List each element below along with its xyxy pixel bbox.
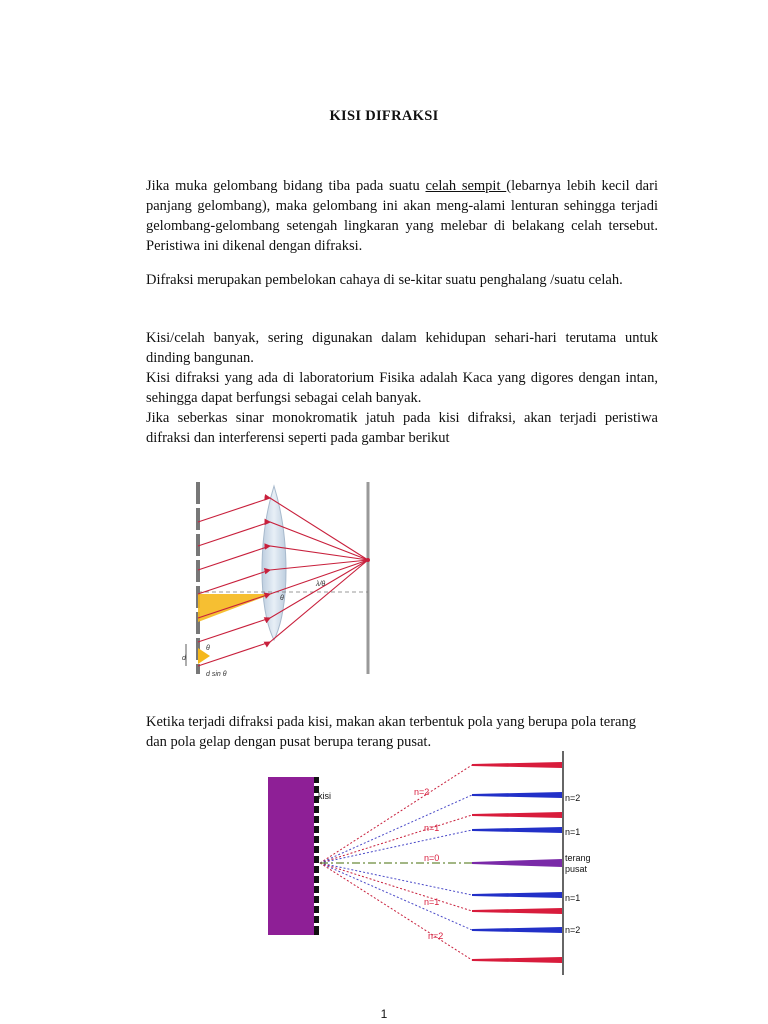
right-label-bottom2: n=2 <box>565 925 581 935</box>
right-label-top1: n=1 <box>565 827 581 837</box>
fringe-blue-top1 <box>472 827 562 833</box>
paragraph-grating-line3: Jika seberkas sinar monokromatik jatuh pada kisi difraksi, akan terjadi peristiwa difraksi dan interferensi seperti pada gambar berikut <box>146 410 658 446</box>
fringe-blue-bottom2 <box>472 927 562 933</box>
left-label-top2: n=2 <box>414 787 430 797</box>
page-number: 1 <box>380 1007 388 1021</box>
right-label-center-line1: terang <box>565 853 591 863</box>
fringe-red-top2 <box>472 762 562 768</box>
right-label-bottom1: n=1 <box>565 893 581 903</box>
fringes <box>472 762 562 963</box>
paragraph-pattern: Ketika terjadi difraksi pada kisi, makan akan terbentuk pola yang berupa pola terang dan pola gelap dengan pusat berupa terang pusat. <box>146 714 636 750</box>
paragraph-grating-line1: Kisi/celah banyak, sering digunakan dalam kehidupan sehari-hari terutama untuk dinding bangunan. <box>146 330 658 366</box>
grating-block <box>268 777 314 935</box>
paragraph-text: (lebarnya lebih kecil dari panjang gelombang), maka gelombang ini akan meng-alami lenturan sehingga terjadi gelombang-gelombang setengah lingkaran yang melebar di belakang celah tersebut. Peristiwa ini dikenal dengan difraksi. <box>146 178 658 254</box>
lens <box>262 486 286 640</box>
fringe-red-bottom1 <box>472 908 562 914</box>
left-label-top1: n=1 <box>424 823 440 833</box>
interference-pattern-diagram <box>262 745 624 977</box>
right-label-center-line2: pusat <box>565 864 588 874</box>
fringe-center <box>472 859 562 867</box>
right-label-top2: n=2 <box>565 793 581 803</box>
fringe-red-top1 <box>472 812 562 818</box>
small-theta-label: θ <box>206 645 210 652</box>
screen-label: λ/θ <box>316 581 326 588</box>
fringe-red-bottom2 <box>472 957 562 963</box>
theta-label: θ <box>280 595 284 602</box>
paragraph-diffraction-definition: Difraksi merupakan pembelokan cahaya di se-kitar suatu penghalang /suatu celah. <box>146 272 623 288</box>
paragraph-grating-line2: Kisi difraksi yang ada di laboratorium Fisika adalah Kaca yang digores dengan intan, sehingga dapat berfungsi sebagai celah banyak. <box>146 370 658 406</box>
fringe-blue-bottom1 <box>472 892 562 898</box>
page-title: KISI DIFRAKSI <box>329 108 439 124</box>
kisi-label: kisi <box>318 791 331 801</box>
focus-point <box>366 558 370 562</box>
left-label-bottom2: n=2 <box>428 931 444 941</box>
left-label-bottom1: n=1 <box>424 897 440 907</box>
grating-slits <box>314 783 319 926</box>
d-label: d <box>182 655 186 662</box>
grating-lens-diagram <box>176 478 386 684</box>
underlined-term: celah sempit <box>425 178 507 194</box>
paragraph-text: Jika muka gelombang bidang tiba pada suatu <box>146 178 426 194</box>
left-label-center: n=0 <box>424 853 440 863</box>
fringe-blue-top2 <box>472 792 562 798</box>
path-difference-region <box>198 594 272 622</box>
dsin-label: d sin θ <box>206 671 227 678</box>
paragraph-diffraction-intro <box>146 176 658 256</box>
